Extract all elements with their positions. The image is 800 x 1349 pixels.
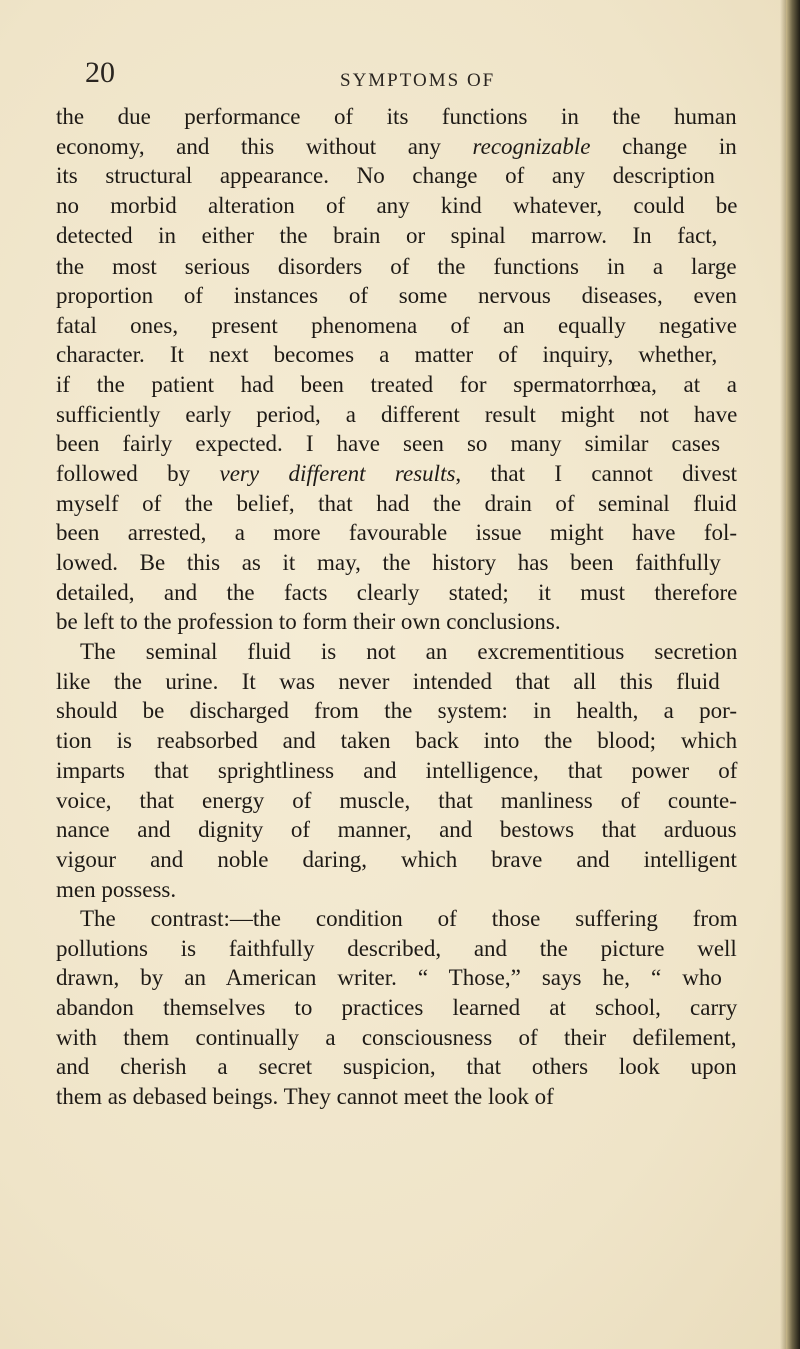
- text-line: men possess.: [56, 877, 177, 902]
- text-line: like the urine. It was never intended that all this fluid: [56, 669, 720, 694]
- text-line: proportion of instances of some nervous diseases, even: [56, 283, 737, 308]
- text-line: and cherish a secret suspicion, that others look upon: [56, 1054, 737, 1079]
- text-line: been arrested, a more favourable issue might have fol-: [56, 520, 738, 545]
- text-line: if the patient had been treated for spermatorrhœa, at a: [56, 372, 737, 397]
- text-line: been fairly expected. I have seen so many similar cases: [56, 431, 721, 456]
- text-line: The contrast:—the condition of those suffering from: [80, 906, 738, 931]
- text-line: abandon themselves to practices learned at school, carry: [56, 995, 738, 1020]
- text-line: no morbid alteration of any kind whatever, could be: [56, 193, 738, 218]
- text-line: detected in either the brain or spinal marrow. In fact,: [56, 223, 718, 248]
- text-line: vigour and noble daring, which brave and intelligent: [56, 847, 737, 872]
- text-line: should be discharged from the system: in health, a por-: [56, 698, 738, 723]
- text-line: the due performance of its functions in the human: [56, 104, 737, 129]
- text-line: tion is reabsorbed and taken back into the blood; which: [56, 728, 738, 753]
- text-line: its structural appearance. No change of any description: [56, 163, 715, 188]
- running-head: SYMPTOMS OF: [340, 70, 496, 91]
- text-line: be left to the profession to form their own conclusions.: [56, 609, 561, 634]
- text-line: economy, and this without any recognizable change in: [56, 134, 737, 159]
- text-line: character. It next becomes a matter of inquiry, whether,: [56, 342, 718, 367]
- text-line: voice, that energy of muscle, that manliness of counte-: [56, 788, 737, 813]
- text-line: drawn, by an American writer. “ Those,” says he, “ who: [56, 965, 722, 990]
- text-line: the most serious disorders of the functions in a large: [56, 254, 737, 279]
- page-number: 20: [85, 56, 115, 89]
- text-line: followed by very different results, that I cannot divest: [56, 461, 738, 486]
- text-line: lowed. Be this as it may, the history has been faithfully: [56, 550, 721, 575]
- text-line: The seminal fluid is not an excrementitious secretion: [80, 639, 738, 664]
- text-line: pollutions is faithfully described, and the picture well: [56, 936, 737, 961]
- text-line: imparts that sprightliness and intelligence, that power of: [56, 758, 738, 783]
- text-line: myself of the belief, that had the drain of seminal fluid: [56, 491, 737, 516]
- text-line: sufficiently early period, a different result might not have: [56, 402, 738, 427]
- text-line: nance and dignity of manner, and bestows that arduous: [56, 817, 737, 842]
- page-edge: [786, 0, 800, 1349]
- text-line: with them continually a consciousness of their defilement,: [56, 1025, 737, 1050]
- text-line: detailed, and the facts clearly stated; it must therefore: [56, 580, 738, 605]
- text-line: them as debased beings. They cannot meet the look of: [56, 1084, 554, 1109]
- text-line: fatal ones, present phenomena of an equally negative: [56, 313, 737, 338]
